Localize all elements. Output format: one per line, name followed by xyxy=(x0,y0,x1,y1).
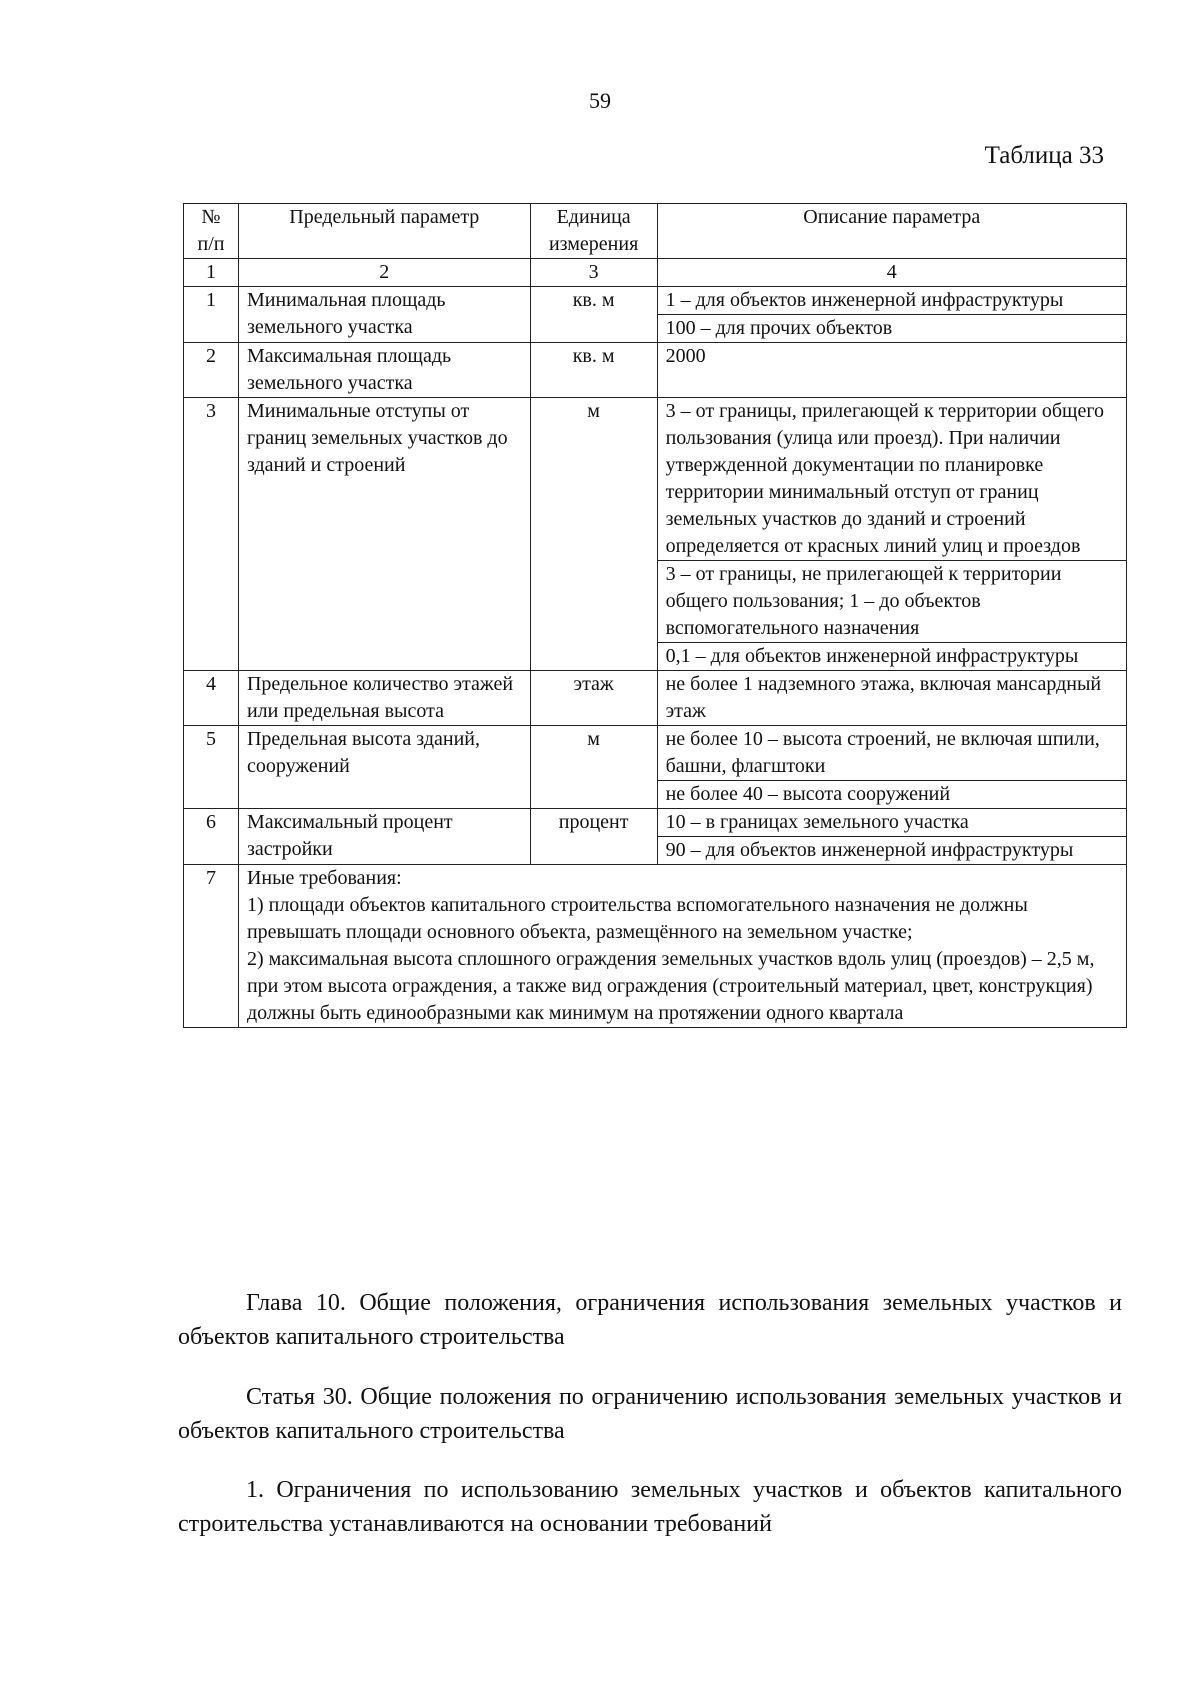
row-desc: не более 10 – высота строений, не включая шпили, башни, флагштоки xyxy=(657,726,1126,781)
row-desc: не более 40 – высота сооружений xyxy=(657,781,1126,809)
header-unit: Единица измерения xyxy=(530,204,657,259)
row-num: 1 xyxy=(184,287,239,343)
page-number: 59 xyxy=(589,88,611,113)
col-number: 3 xyxy=(530,259,657,287)
row-desc: 2000 xyxy=(657,343,1126,398)
row-num: 3 xyxy=(184,398,239,671)
row-param: Предельное количество этажей или предельная высота xyxy=(238,671,530,726)
row-desc: 1 – для объектов инженерной инфраструктуры xyxy=(657,287,1126,315)
header-desc: Описание параметра xyxy=(657,204,1126,259)
row-desc: 10 – в границах земельного участка xyxy=(657,809,1126,837)
row-unit: кв. м xyxy=(530,287,657,343)
other-item: 1) площади объектов капитального строительства вспомогательного назначения не должны превышать площади основного объекта, размещённого на земельном участке; xyxy=(246,894,1028,943)
row-num: 5 xyxy=(184,726,239,809)
table-caption: Таблица 33 xyxy=(984,142,1104,169)
row-num: 6 xyxy=(184,809,239,865)
paragraph: 1. Ограничения по использованию земельных участков и объектов капитального строительства устанавливаются на основании требований xyxy=(178,1477,1122,1537)
header-param: Предельный параметр xyxy=(238,204,530,259)
table-row xyxy=(184,287,1127,315)
table-row xyxy=(184,809,1127,837)
row-unit: процент xyxy=(530,809,657,865)
other-item: 2) максимальная высота сплошного ограждения земельных участков вдоль улиц (проездов) – 2,5 м, при этом высота ограждения, а также вид ограждения (строительный материал, цвет, конструкция) должны быть единообразными как минимум на протяжении одного квартала xyxy=(246,948,1095,1024)
other-requirements xyxy=(238,865,1126,1028)
row-num: 2 xyxy=(184,343,239,398)
chapter-heading: Глава 10. Общие положения, ограничения использования земельных участков и объектов капитального строительства xyxy=(178,1290,1122,1350)
col-number: 2 xyxy=(238,259,530,287)
row-desc: 3 – от границы, не прилегающей к территории общего пользования; 1 – до объектов вспомогательного назначения xyxy=(657,561,1126,643)
row-unit: м xyxy=(530,398,657,671)
other-title: Иные требования: xyxy=(246,867,402,889)
table-row-other xyxy=(184,865,1127,1028)
row-param: Минимальная площадь земельного участка xyxy=(238,287,530,343)
table-row xyxy=(184,343,1127,398)
row-param: Максимальный процент застройки xyxy=(238,809,530,865)
row-desc: не более 1 надземного этажа, включая мансардный этаж xyxy=(657,671,1126,726)
table-row xyxy=(184,671,1127,726)
row-desc: 0,1 – для объектов инженерной инфраструктуры xyxy=(657,643,1126,671)
table-row xyxy=(184,398,1127,561)
row-desc: 90 – для объектов инженерной инфраструктуры xyxy=(657,837,1126,865)
row-param: Предельная высота зданий, сооружений xyxy=(238,726,530,809)
column-number-row xyxy=(184,259,1127,287)
row-unit: м xyxy=(530,726,657,809)
table-row xyxy=(184,726,1127,781)
article-heading: Статья 30. Общие положения по ограничению использования земельных участков и объектов капитального строительства xyxy=(178,1384,1122,1444)
col-number: 1 xyxy=(184,259,239,287)
row-unit: этаж xyxy=(530,671,657,726)
row-desc: 3 – от границы, прилегающей к территории общего пользования (улица или проезд). При наличии утвержденной документации по планировке территории минимальный отступ от границ земельных участков до зданий и строений определяется от красных линий улиц и проездов xyxy=(657,398,1126,561)
row-num: 4 xyxy=(184,671,239,726)
header-num: № п/п xyxy=(184,204,239,259)
row-num: 7 xyxy=(184,865,239,1028)
row-param: Минимальные отступы от границ земельных участков до зданий и строений xyxy=(238,398,530,671)
row-param: Максимальная площадь земельного участка xyxy=(238,343,530,398)
col-number: 4 xyxy=(657,259,1126,287)
table-header-row xyxy=(184,204,1127,259)
regulations-table xyxy=(183,203,1127,1028)
row-unit: кв. м xyxy=(530,343,657,398)
row-desc: 100 – для прочих объектов xyxy=(657,315,1126,343)
